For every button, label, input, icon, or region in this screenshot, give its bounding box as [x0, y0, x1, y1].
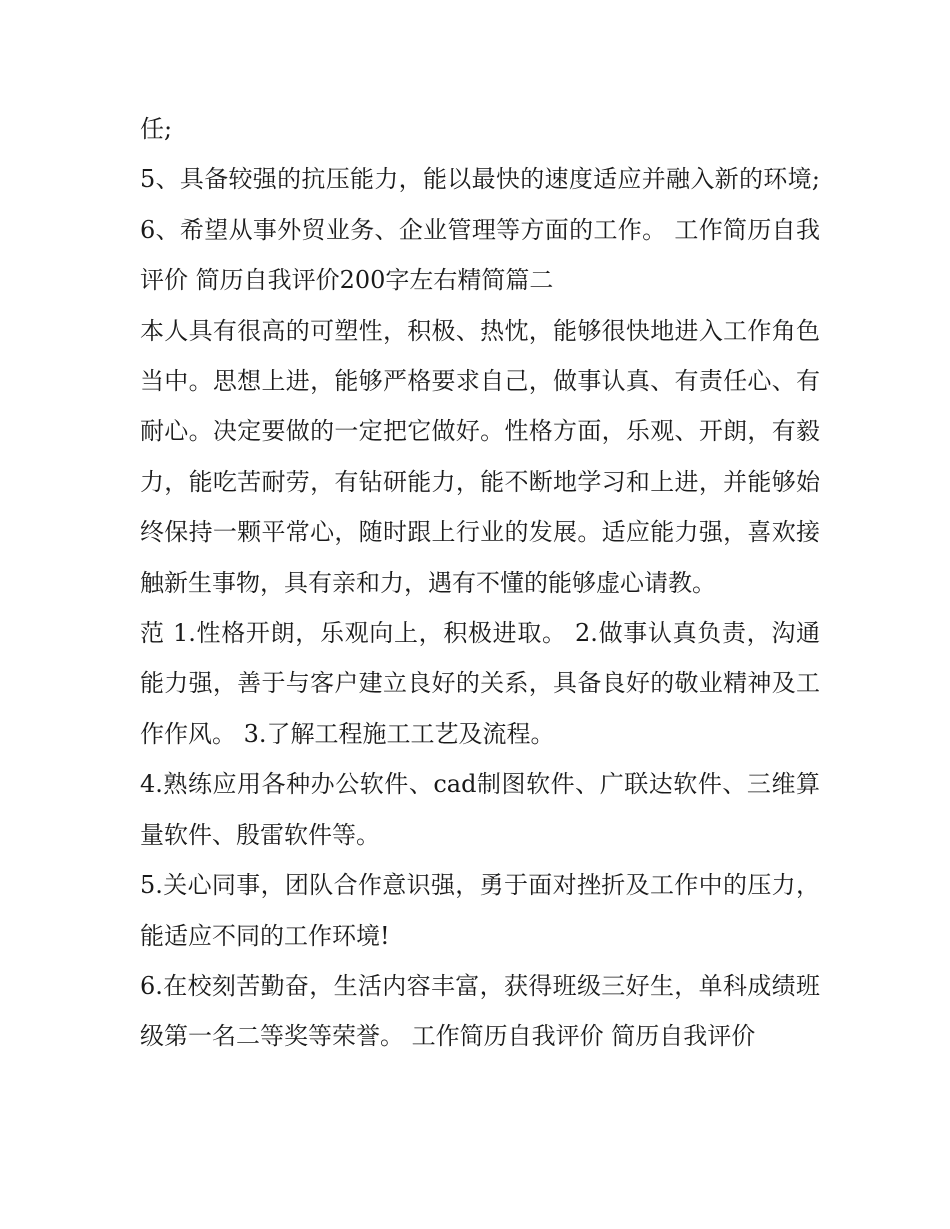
paragraph-list-5: 5.关心同事，团队合作意识强，勇于面对挫折及工作中的压力，能适应不同的工作环境! — [140, 871, 820, 950]
paragraph-continuation: 任; — [140, 115, 173, 143]
paragraph-list-4: 4.熟练应用各种办公软件、cad制图软件、广联达软件、三维算量软件、殷雷软件等。 — [140, 770, 820, 849]
paragraph-list-6: 6.在校刻苦勤奋，生活内容丰富，获得班级三好生，单科成绩班级第一名二等奖等荣誉。 工作简历自我评价 简历自我评价 — [140, 971, 820, 1051]
paragraph-self-evaluation: 本人具有很高的可塑性，积极、热忱，能够很快地进入工作角色当中。思想上进，能够严格要求自己，做事认真、有责任心、有耐心。决定要做的一定把它做好。性格方面，乐观、开朗，有毅力，能吃苦耐劳，有钻研能力，能不断地学习和上进，并能够始终保持一颗平常心，随时跟上行业的发展。适应能力强，喜欢接触新生事物，具有亲和力，遇有不懂的能够虚心请教。 — [140, 316, 820, 597]
paragraph-item-5-6: 5、具备较强的抗压能力，能以最快的速度适应并融入新的环境; 6、希望从事外贸业务、企业管理等方面的工作。 工作简历自我评价 简历自我评价200字左右精简篇二 — [140, 165, 820, 295]
document-body — [140, 104, 820, 1062]
paragraph-list-1-3: 范 1.性格开朗，乐观向上，积极进取。 2.做事认真负责，沟通能力强，善于与客户建立良好的关系，具备良好的敬业精神及工作作风。 3.了解工程施工工艺及流程。 — [140, 619, 820, 748]
